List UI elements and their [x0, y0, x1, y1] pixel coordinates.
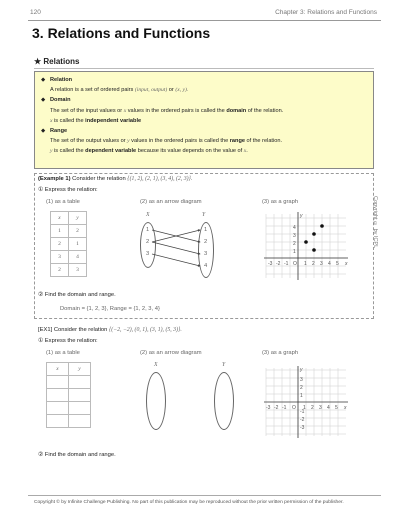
x-tick: 5: [335, 405, 338, 411]
definitions-box: [34, 71, 374, 169]
mapping-arrows: [138, 212, 218, 280]
section-heading: [34, 57, 79, 66]
diamond-icon: ◆: [41, 97, 46, 104]
table-header-y: y: [69, 212, 87, 225]
table-header-x: x: [51, 212, 69, 225]
y-axis-label: y: [300, 213, 303, 219]
table-cell: 3: [51, 251, 69, 264]
x-axis-label: x: [345, 261, 348, 267]
ex1-step2: ② Find the domain and range.: [38, 452, 116, 458]
y-tick: -3: [300, 425, 305, 431]
side-copyright: Copyright © by ICPL: [372, 196, 378, 249]
table-cell[interactable]: [47, 389, 69, 402]
example1-option-table: (1) as a table: [46, 199, 80, 205]
example1-prompt: (Example 1) Consider the relation {(1, 2), (2, 1), (3, 4), (2, 3)}.: [38, 176, 193, 182]
domain-definition-line1: The set of the input values or x values in the ordered pairs is called the domain of the relation.: [50, 107, 284, 114]
graph-point: [312, 248, 316, 252]
graph-point: [312, 232, 316, 236]
arrow-X-label: X: [154, 362, 158, 368]
example1-option-graph: (3) as a graph: [262, 199, 299, 205]
example1-step1: ① Express the relation:: [38, 187, 98, 193]
x-tick: 4: [328, 261, 331, 267]
y-tick: 1: [300, 393, 303, 399]
example1-option-arrow: (2) as an arrow diagram: [140, 199, 202, 205]
section-underline: [34, 68, 374, 69]
ex1-table[interactable]: [46, 362, 91, 428]
x-tick: 1: [303, 405, 306, 411]
y-tick: 3: [300, 377, 303, 383]
y-tick: 3: [293, 233, 296, 239]
table-cell[interactable]: [47, 415, 69, 428]
arrow-range-value: 2: [204, 239, 208, 245]
page-title: 3. Relations and Functions: [32, 25, 211, 41]
example1-graph: [262, 210, 350, 282]
table-cell: 1: [51, 225, 69, 238]
x-tick: 5: [336, 261, 339, 267]
domain-oval: [146, 372, 166, 430]
arrow-Y-label: Y: [222, 362, 226, 368]
x-tick: O: [292, 405, 296, 411]
x-tick: -1: [282, 405, 287, 411]
table-cell[interactable]: [47, 402, 69, 415]
table-cell[interactable]: [69, 389, 91, 402]
y-tick: 4: [293, 225, 296, 231]
footer-divider: [28, 495, 381, 496]
arrow-domain-value: 1: [146, 227, 150, 233]
x-axis-label: x: [344, 405, 347, 411]
arrow-Y-label: Y: [202, 212, 206, 218]
graph-point: [304, 240, 308, 244]
diamond-icon: ◆: [41, 128, 46, 135]
arrow-domain-value: 2: [146, 239, 150, 245]
footer-copyright: Copyright © by Infinite Challenge Publishing. No part of this publication may be reproduced without the prior written permission of the publisher.: [34, 500, 344, 505]
x-tick: -2: [276, 261, 281, 267]
ex1-step1: ① Express the relation:: [38, 338, 98, 344]
x-tick: 2: [311, 405, 314, 411]
example1-answer: Domain = {1, 2, 3}, Range = {1, 2, 3, 4}: [60, 306, 160, 312]
header-divider: [28, 20, 381, 21]
x-tick: 3: [319, 405, 322, 411]
range-heading: ◆ Range: [41, 126, 367, 136]
table-cell: 2: [51, 264, 69, 277]
x-tick: -3: [268, 261, 273, 267]
graph-point: [320, 224, 324, 228]
x-tick: -1: [284, 261, 289, 267]
range-definition-line1: The set of the output values or y values in the ordered pairs is called the range of the relation.: [50, 138, 282, 145]
range-oval: [214, 372, 234, 430]
y-tick: 2: [300, 385, 303, 391]
example1-step2: ② Find the domain and range.: [38, 292, 116, 298]
x-tick: -3: [266, 405, 271, 411]
y-tick: 2: [293, 241, 296, 247]
x-tick: 1: [304, 261, 307, 267]
y-tick: -2: [300, 417, 305, 423]
x-tick: -2: [274, 405, 279, 411]
x-tick: 4: [327, 405, 330, 411]
ex1-option-table: (1) as a table: [46, 350, 80, 356]
table-cell: 4: [69, 251, 87, 264]
ex1-option-arrow: (2) as an arrow diagram: [140, 350, 202, 356]
table-header-x: x: [47, 363, 69, 376]
x-tick: 2: [312, 261, 315, 267]
star-icon: ★: [34, 57, 42, 66]
x-tick: O: [293, 261, 297, 267]
chapter-header: Chapter 3: Relations and Functions: [275, 9, 377, 16]
y-tick: 1: [293, 249, 296, 255]
arrow-range-value: 4: [204, 263, 208, 269]
arrow-range-value: 1: [204, 227, 208, 233]
diamond-icon: ◆: [41, 77, 46, 83]
table-cell: 2: [51, 238, 69, 251]
range-definition-line2: y is called the dependent variable because its value depends on the value of x.: [50, 148, 248, 155]
x-tick: 3: [320, 261, 323, 267]
ex1-prompt: [EX1] Consider the relation {(−2, −2), (0, 1), (3, 1), (5, 3)}.: [38, 327, 182, 333]
arrow-range-value: 3: [204, 251, 208, 257]
ex1-arrow-diagram: [140, 362, 240, 434]
ex1-graph: [262, 364, 350, 440]
table-cell: 3: [69, 264, 87, 277]
example1-table: [50, 211, 87, 277]
table-header-y: y: [69, 363, 91, 376]
section-label: Relations: [43, 57, 80, 66]
example1-arrow-diagram: [138, 212, 218, 280]
arrow-domain-value: 3: [146, 251, 150, 257]
table-cell[interactable]: [69, 402, 91, 415]
page-number: 120: [30, 9, 41, 16]
y-axis-label: y: [300, 367, 303, 373]
domain-definition-line2: x is called the independent variable: [50, 117, 142, 124]
table-cell[interactable]: [47, 376, 69, 389]
relation-heading: ◆ Relation: [41, 75, 367, 85]
table-cell[interactable]: [69, 376, 91, 389]
table-cell: 2: [69, 225, 87, 238]
arrow-X-label: X: [146, 212, 150, 218]
table-cell: 1: [69, 238, 87, 251]
domain-heading: ◆ Domain: [41, 95, 367, 105]
relation-definition: A relation is a set of ordered pairs (input, output) or (x, y).: [50, 87, 189, 94]
table-cell[interactable]: [69, 415, 91, 428]
y-tick: -1: [300, 409, 305, 415]
ex1-option-graph: (3) as a graph: [262, 350, 299, 356]
